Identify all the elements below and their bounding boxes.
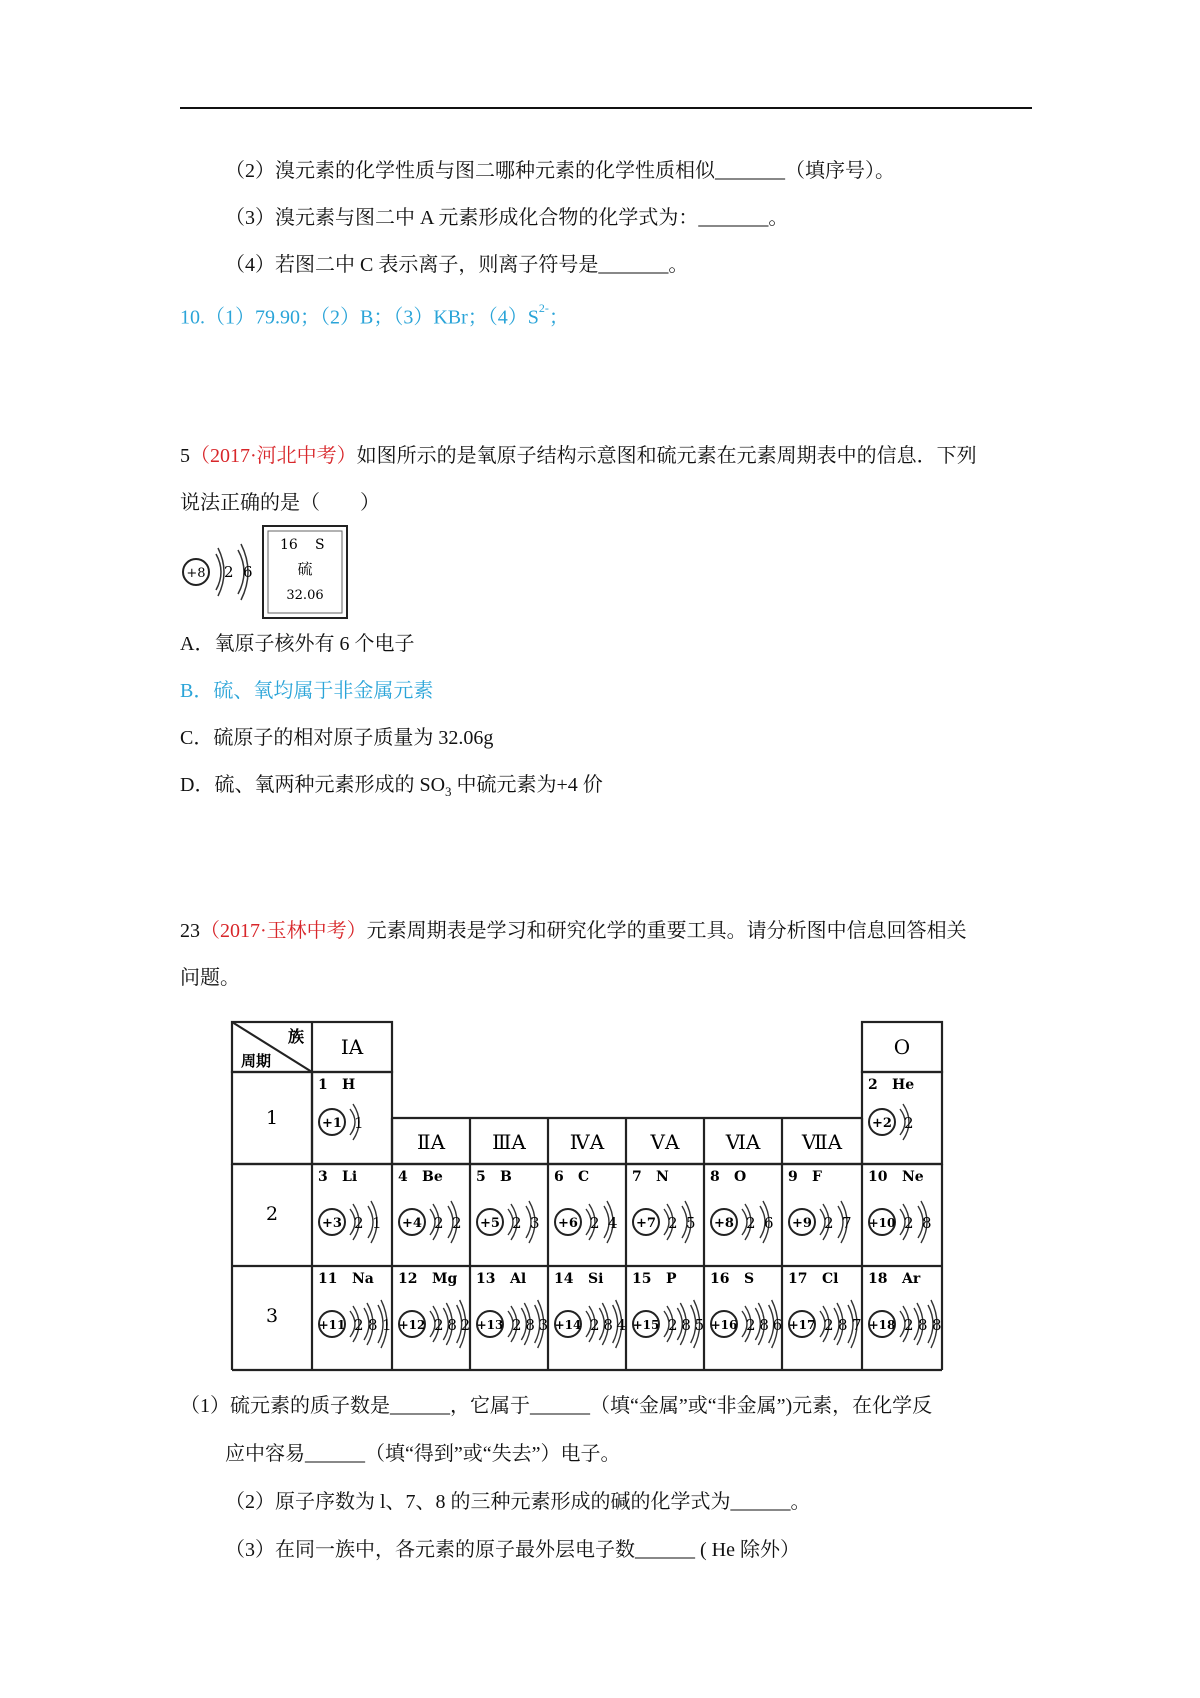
element-mg-nucleus-label: +12 — [398, 1318, 426, 1332]
element-al-shell-2: 8 — [525, 1316, 535, 1334]
q23-sub1-line1: （1）硫元素的质子数是______，它属于______（填“金属”或“非金属”)元素，在化学反 — [180, 1395, 933, 1417]
element-mg-shell-1: 2 — [434, 1316, 444, 1334]
element-cl-symbol: Cl — [822, 1271, 839, 1287]
q9-sub4: （4）若图二中 C 表示离子，则离子符号是_______。 — [225, 254, 689, 276]
element-cl-nucleus-label: +17 — [788, 1318, 816, 1332]
element-ne-nucleus-label: +10 — [868, 1216, 896, 1230]
element-li-shell-1: 2 — [354, 1214, 364, 1232]
element-c-nucleus-label: +6 — [558, 1216, 578, 1231]
q9-sub2: （2）溴元素的化学性质与图二哪种元素的化学性质相似_______（填序号）。 — [225, 160, 895, 182]
element-be-symbol: Be — [422, 1169, 443, 1185]
oxygen-sulfur-figure — [180, 524, 350, 622]
element-na-shell-1: 2 — [354, 1316, 364, 1334]
element-f-shell-2: 7 — [842, 1214, 852, 1232]
element-f-number: 9 — [788, 1169, 798, 1185]
element-li-number: 3 — [318, 1169, 328, 1185]
element-s-shell-2: 8 — [759, 1316, 769, 1334]
element-ar-symbol: Ar — [902, 1271, 921, 1287]
element-f-nucleus-label: +9 — [792, 1216, 812, 1231]
element-n-nucleus-label: +7 — [636, 1216, 656, 1231]
group-header-7: ⅦA — [801, 1130, 843, 1154]
group-header-4: ⅣA — [569, 1130, 605, 1154]
element-s-shell-1: 2 — [746, 1316, 756, 1334]
element-ne-symbol: Ne — [902, 1169, 924, 1185]
element-o-shell-2: 6 — [764, 1214, 774, 1232]
sulfur-mass: 32.06 — [286, 588, 324, 603]
sulfur-name: 硫 — [297, 560, 313, 578]
group-header-6: ⅥA — [725, 1130, 761, 1154]
element-s-shell-3: 6 — [772, 1316, 783, 1334]
element-mg-number: 12 — [398, 1271, 418, 1287]
q5-option-b: B．硫、氧均属于非金属元素 — [180, 680, 434, 702]
q5-option-d-sub: 3 — [445, 784, 452, 799]
element-n-shell-2: 5 — [686, 1214, 696, 1232]
answer-10-tail: ； — [548, 306, 569, 329]
element-p-shell-2: 8 — [681, 1316, 691, 1334]
element-b-shell-1: 2 — [512, 1214, 522, 1232]
element-cl-shell-1: 2 — [824, 1316, 834, 1334]
element-p-shell-3: 5 — [694, 1316, 705, 1334]
element-ar-shell-2: 8 — [918, 1316, 928, 1334]
element-si-shell-3: 4 — [616, 1316, 627, 1334]
element-li-symbol: Li — [342, 1169, 358, 1185]
group-header-2: ⅡA — [416, 1130, 446, 1154]
element-si-symbol: Si — [588, 1271, 604, 1287]
element-f-symbol: F — [812, 1169, 822, 1185]
element-mg-shell-3: 2 — [460, 1316, 471, 1334]
element-p-nucleus-label: +15 — [632, 1318, 660, 1332]
q5-source: （2017·河北中考） — [190, 445, 357, 467]
element-h-symbol: H — [342, 1077, 356, 1093]
element-c-number: 6 — [554, 1169, 564, 1185]
element-n-symbol: N — [656, 1169, 669, 1185]
element-b-number: 5 — [476, 1169, 486, 1185]
group-header-1: ⅠA — [340, 1035, 364, 1059]
period-label-2: 2 — [265, 1203, 279, 1225]
element-p-symbol: P — [666, 1271, 677, 1287]
element-o-nucleus-label: +8 — [714, 1216, 734, 1231]
q23-stem-line1 — [180, 917, 967, 945]
element-al-symbol: Al — [510, 1271, 527, 1287]
element-na-number: 11 — [318, 1271, 338, 1287]
element-cl-shell-2: 8 — [838, 1316, 848, 1334]
element-s-nucleus-label: +16 — [710, 1318, 738, 1332]
group-header-8: O — [893, 1035, 911, 1059]
element-mg-shell-2: 8 — [447, 1316, 457, 1334]
element-li-nucleus-label: +3 — [322, 1216, 342, 1231]
oxygen-nucleus-label: +8 — [186, 566, 206, 581]
element-ar-shell-1: 2 — [904, 1316, 914, 1334]
sulfur-number: 16 — [280, 537, 298, 553]
element-ar-shell-3: 8 — [932, 1316, 942, 1334]
table-corner-group-label: 族 — [287, 1027, 305, 1046]
element-si-shell-2: 8 — [603, 1316, 613, 1334]
periodic-table-figure — [230, 1020, 946, 1375]
element-he-symbol: He — [892, 1077, 915, 1093]
q5-stem2: 说法正确的是（ ） — [180, 492, 380, 514]
q5-option-a: A．氧原子核外有 6 个电子 — [180, 633, 415, 655]
element-h-nucleus-label: +1 — [322, 1116, 342, 1131]
q5-option-d — [180, 771, 603, 806]
q23-source: （2017·玉林中考） — [200, 920, 367, 942]
element-be-nucleus-label: +4 — [402, 1216, 422, 1231]
header-rule — [180, 107, 1032, 109]
element-o-shell-1: 2 — [746, 1214, 756, 1232]
element-ne-shell-2: 8 — [922, 1214, 932, 1232]
element-si-nucleus-label: +14 — [554, 1318, 582, 1332]
element-p-number: 15 — [632, 1271, 652, 1287]
period-label-3: 3 — [265, 1305, 279, 1327]
element-al-shell-3: 3 — [538, 1316, 549, 1334]
q5-number: 5 — [180, 445, 190, 467]
element-c-shell-2: 4 — [608, 1214, 618, 1232]
element-o-number: 8 — [710, 1169, 720, 1185]
element-be-number: 4 — [398, 1169, 408, 1185]
element-ar-number: 18 — [868, 1271, 888, 1287]
element-cl-shell-3: 7 — [852, 1316, 862, 1334]
oxygen-shell-2: 6 — [243, 563, 253, 581]
element-b-nucleus-label: +5 — [480, 1216, 500, 1231]
element-b-symbol: B — [500, 1169, 512, 1185]
q23-stem1: 元素周期表是学习和研究化学的重要工具。请分析图中信息回答相关 — [366, 920, 967, 942]
element-c-symbol: C — [578, 1169, 590, 1185]
element-he-shell-1: 2 — [904, 1114, 914, 1132]
answer-10-sup: 2- — [538, 301, 549, 315]
element-s-number: 16 — [710, 1271, 730, 1287]
element-be-shell-1: 2 — [434, 1214, 444, 1232]
element-n-shell-1: 2 — [668, 1214, 678, 1232]
element-be-shell-2: 2 — [452, 1214, 462, 1232]
element-ne-shell-1: 2 — [904, 1214, 914, 1232]
element-al-shell-1: 2 — [512, 1316, 522, 1334]
element-he-nucleus-label: +2 — [872, 1116, 892, 1131]
element-h-number: 1 — [318, 1077, 328, 1093]
element-al-nucleus-label: +13 — [476, 1318, 504, 1332]
element-li-shell-2: 1 — [372, 1214, 382, 1232]
element-p-shell-1: 2 — [668, 1316, 678, 1334]
period-label-1: 1 — [265, 1107, 279, 1129]
element-c-shell-1: 2 — [590, 1214, 600, 1232]
q23-sub1-line2: 应中容易______（填“得到”或“失去”）电子。 — [225, 1443, 621, 1465]
element-he-number: 2 — [868, 1077, 878, 1093]
element-na-shell-2: 8 — [368, 1316, 378, 1334]
element-h-shell-1: 1 — [354, 1114, 364, 1132]
element-si-number: 14 — [554, 1271, 574, 1287]
element-cl-number: 17 — [788, 1271, 808, 1287]
element-n-number: 7 — [632, 1169, 642, 1185]
oxygen-shell-1: 2 — [224, 563, 234, 581]
q5-option-d-post: 中硫元素为+4 价 — [451, 774, 603, 796]
table-corner-period-label: 周期 — [240, 1052, 272, 1070]
q23-stem2: 问题。 — [180, 967, 240, 989]
element-ne-number: 10 — [868, 1169, 888, 1185]
q5-stem-line1 — [180, 442, 977, 470]
answer-10 — [180, 298, 569, 332]
q5-option-d-pre: D．硫、氧两种元素形成的 SO — [180, 774, 446, 796]
element-na-symbol: Na — [352, 1271, 374, 1287]
element-s-symbol: S — [744, 1271, 755, 1287]
q23-number: 23 — [180, 920, 200, 942]
element-na-shell-3: 1 — [382, 1316, 392, 1334]
sulfur-symbol: S — [315, 537, 325, 553]
group-header-3: ⅢA — [492, 1130, 526, 1154]
element-b-shell-2: 3 — [530, 1214, 540, 1232]
element-ar-nucleus-label: +18 — [868, 1318, 896, 1332]
q9-sub3: （3）溴元素与图二中 A 元素形成化合物的化学式为：_______。 — [225, 207, 789, 229]
element-f-shell-1: 2 — [824, 1214, 834, 1232]
q5-stem1: 如图所示的是氧原子结构示意图和硫元素在元素周期表中的信息．下列 — [356, 445, 977, 467]
answer-10-main: 10.（1）79.90；（2）B；（3）KBr；（4）S — [180, 306, 539, 329]
group-header-5: ⅤA — [650, 1130, 680, 1154]
q5-option-c: C．硫原子的相对原子质量为 32.06g — [180, 727, 494, 749]
q23-sub2: （2）原子序数为 l、7、8 的三种元素形成的碱的化学式为______。 — [225, 1491, 811, 1513]
element-mg-symbol: Mg — [432, 1271, 458, 1287]
q23-sub3: （3）在同一族中，各元素的原子最外层电子数______ ( He 除外） — [225, 1539, 800, 1561]
element-si-shell-1: 2 — [590, 1316, 600, 1334]
element-al-number: 13 — [476, 1271, 496, 1287]
element-na-nucleus-label: +11 — [318, 1318, 346, 1332]
element-o-symbol: O — [734, 1169, 747, 1185]
